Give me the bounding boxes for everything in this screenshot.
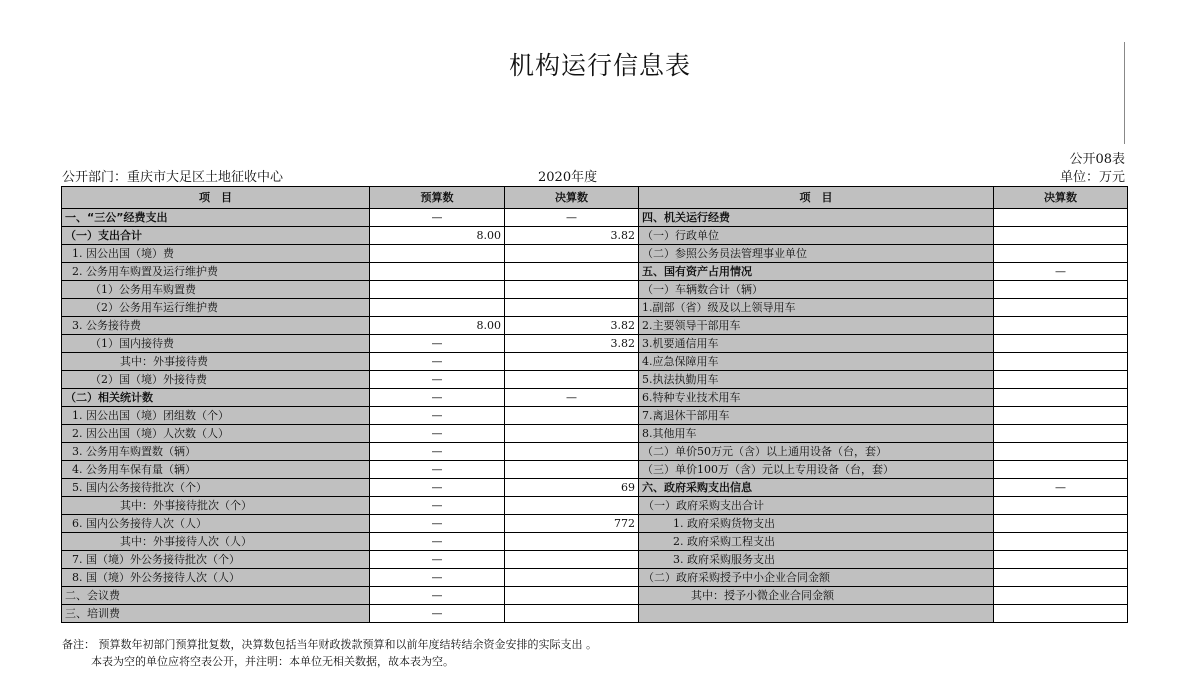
- table-header-row: [62, 187, 1128, 209]
- row-item-right: 3.机要通信用车: [639, 335, 994, 353]
- row-final-right: [994, 227, 1128, 245]
- row-item-left: 其中：外事接待批次（个）: [62, 497, 370, 515]
- table-row: [62, 299, 1128, 317]
- row-final-right: [994, 389, 1128, 407]
- table-row: [62, 335, 1128, 353]
- row-item-left: 6. 国内公务接待人次（人）: [62, 515, 370, 533]
- footnote-1: 备注： 预算数年初部门预算批复数，决算数包括当年财政拨款预算和以前年度结转结余资金安排的实际支出 。: [62, 638, 597, 651]
- row-budget: —: [370, 209, 505, 227]
- row-item-right: 8.其他用车: [639, 425, 994, 443]
- row-item-right: 六、政府采购支出信息: [639, 479, 994, 497]
- row-item-right: 4.应急保障用车: [639, 353, 994, 371]
- row-final: [505, 533, 639, 551]
- row-final: [505, 497, 639, 515]
- row-item-left: 3. 公务用车购置数（辆）: [62, 443, 370, 461]
- header-final-right: 决算数: [994, 187, 1128, 209]
- row-budget: —: [370, 353, 505, 371]
- table-row: [62, 281, 1128, 299]
- row-final-right: [994, 461, 1128, 479]
- header-budget: 预算数: [370, 187, 505, 209]
- row-item-left: 3. 公务接待费: [62, 317, 370, 335]
- header-final: 决算数: [505, 187, 639, 209]
- table-row: [62, 605, 1128, 623]
- row-item-left: 8. 国（境）外公务接待人次（人）: [62, 569, 370, 587]
- row-item-right: 5.执法执勤用车: [639, 371, 994, 389]
- row-final: [505, 407, 639, 425]
- row-item-left: （一）支出合计: [62, 227, 370, 245]
- table-row: [62, 245, 1128, 263]
- row-final-right: —: [994, 263, 1128, 281]
- table-row: [62, 371, 1128, 389]
- row-item-left: 其中：外事接待人次（人）: [62, 533, 370, 551]
- row-final-right: [994, 605, 1128, 623]
- row-item-left: 三、培训费: [62, 605, 370, 623]
- row-budget: —: [370, 443, 505, 461]
- row-final: [505, 587, 639, 605]
- table-row: [62, 533, 1128, 551]
- row-final: 69: [505, 479, 639, 497]
- row-final: [505, 299, 639, 317]
- row-item-right: 7.离退休干部用车: [639, 407, 994, 425]
- table-row: [62, 425, 1128, 443]
- table-row: [62, 551, 1128, 569]
- row-budget: —: [370, 587, 505, 605]
- unit-label: 单位：万元: [1059, 170, 1125, 185]
- row-item-right: 6.特种专业技术用车: [639, 389, 994, 407]
- row-item-left: （2）国（境）外接待费: [62, 371, 370, 389]
- row-final-right: [994, 335, 1128, 353]
- table-row: [62, 209, 1128, 227]
- row-item-left: 4. 公务用车保有量（辆）: [62, 461, 370, 479]
- row-final: [505, 425, 639, 443]
- row-budget: —: [370, 335, 505, 353]
- row-item-left: 7. 国（境）外公务接待批次（个）: [62, 551, 370, 569]
- row-final-right: —: [994, 479, 1128, 497]
- row-final-right: [994, 371, 1128, 389]
- row-item-right: 2.主要领导干部用车: [639, 317, 994, 335]
- row-budget: —: [370, 569, 505, 587]
- row-budget: 8.00: [370, 227, 505, 245]
- row-item-left: （1）公务用车购置费: [62, 281, 370, 299]
- row-item-right: 四、机关运行经费: [639, 209, 994, 227]
- row-budget: —: [370, 479, 505, 497]
- row-final: 772: [505, 515, 639, 533]
- row-item-right: 1.副部（省）级及以上领导用车: [639, 299, 994, 317]
- row-item-right: 3. 政府采购服务支出: [639, 551, 994, 569]
- row-final-right: [994, 209, 1128, 227]
- row-budget: [370, 263, 505, 281]
- row-budget: [370, 299, 505, 317]
- row-budget: 8.00: [370, 317, 505, 335]
- row-item-left: 2. 因公出国（境）人次数（人）: [62, 425, 370, 443]
- table-row: [62, 443, 1128, 461]
- row-final: [505, 281, 639, 299]
- row-final-right: [994, 587, 1128, 605]
- year-label: 2020年度: [538, 170, 598, 185]
- row-budget: —: [370, 551, 505, 569]
- row-final-right: [994, 551, 1128, 569]
- page-title: 机构运行信息表: [508, 51, 691, 80]
- row-final: [505, 245, 639, 263]
- row-final-right: [994, 443, 1128, 461]
- row-budget: [370, 281, 505, 299]
- row-item-left: 二、会议费: [62, 587, 370, 605]
- table-row: [62, 461, 1128, 479]
- row-budget: —: [370, 389, 505, 407]
- row-item-right: （一）政府采购支出合计: [639, 497, 994, 515]
- table-row: [62, 587, 1128, 605]
- row-final: [505, 551, 639, 569]
- row-item-right: （一）行政单位: [639, 227, 994, 245]
- department-label: 公开部门：重庆市大足区土地征收中心: [62, 170, 284, 185]
- row-item-right: [639, 605, 994, 623]
- row-item-right: （二）参照公务员法管理事业单位: [639, 245, 994, 263]
- form-number: 公开08表: [1069, 152, 1125, 167]
- operation-info-table: [61, 186, 1128, 623]
- row-item-right: （三）单价100万（含）元以上专用设备（台，套）: [639, 461, 994, 479]
- row-item-right: 五、国有资产占用情况: [639, 263, 994, 281]
- row-final-right: [994, 245, 1128, 263]
- row-final-right: [994, 497, 1128, 515]
- row-item-right: 其中：授予小微企业合同金额: [639, 587, 994, 605]
- row-item-left: 1. 因公出国（境）团组数（个）: [62, 407, 370, 425]
- row-final: [505, 605, 639, 623]
- row-final-right: [994, 533, 1128, 551]
- table-row: [62, 317, 1128, 335]
- row-final: 3.82: [505, 227, 639, 245]
- row-final: 3.82: [505, 335, 639, 353]
- table-row: [62, 479, 1128, 497]
- row-item-right: （二）单价50万元（含）以上通用设备（台，套）: [639, 443, 994, 461]
- row-item-right: （二）政府采购授予中小企业合同金额: [639, 569, 994, 587]
- row-final-right: [994, 569, 1128, 587]
- row-item-left: 其中：外事接待费: [62, 353, 370, 371]
- footnote-2: 本表为空的单位应将空表公开，并注明：本单位无相关数据，故本表为空。: [91, 655, 454, 668]
- row-final: —: [505, 389, 639, 407]
- row-item-right: （一）车辆数合计（辆）: [639, 281, 994, 299]
- table-row: [62, 497, 1128, 515]
- row-final: —: [505, 209, 639, 227]
- row-item-left: 5. 国内公务接待批次（个）: [62, 479, 370, 497]
- table-row: [62, 227, 1128, 245]
- table-row: [62, 407, 1128, 425]
- header-item-right: 项 目: [639, 187, 994, 209]
- table-row: [62, 353, 1128, 371]
- row-item-right: 1. 政府采购货物支出: [639, 515, 994, 533]
- row-item-left: 2. 公务用车购置及运行维护费: [62, 263, 370, 281]
- row-budget: [370, 245, 505, 263]
- row-final: 3.82: [505, 317, 639, 335]
- row-final-right: [994, 353, 1128, 371]
- row-item-left: （二）相关统计数: [62, 389, 370, 407]
- table-row: [62, 569, 1128, 587]
- header-item: 项 目: [62, 187, 370, 209]
- row-final-right: [994, 317, 1128, 335]
- row-final: [505, 371, 639, 389]
- row-budget: —: [370, 461, 505, 479]
- row-final: [505, 569, 639, 587]
- row-final-right: [994, 425, 1128, 443]
- row-budget: —: [370, 515, 505, 533]
- row-final: [505, 263, 639, 281]
- row-budget: —: [370, 371, 505, 389]
- row-budget: —: [370, 497, 505, 515]
- row-item-left: （1）国内接待费: [62, 335, 370, 353]
- row-item-left: 1. 因公出国（境）费: [62, 245, 370, 263]
- row-final: [505, 443, 639, 461]
- row-final: [505, 461, 639, 479]
- row-budget: —: [370, 407, 505, 425]
- table-row: [62, 263, 1128, 281]
- row-final-right: [994, 515, 1128, 533]
- row-item-left: 一、“三公”经费支出: [62, 209, 370, 227]
- row-budget: —: [370, 425, 505, 443]
- table-row: [62, 515, 1128, 533]
- row-budget: —: [370, 605, 505, 623]
- row-final-right: [994, 281, 1128, 299]
- row-item-right: 2. 政府采购工程支出: [639, 533, 994, 551]
- row-final-right: [994, 407, 1128, 425]
- row-budget: —: [370, 533, 505, 551]
- row-final: [505, 353, 639, 371]
- row-item-left: （2）公务用车运行维护费: [62, 299, 370, 317]
- table-row: [62, 389, 1128, 407]
- row-final-right: [994, 299, 1128, 317]
